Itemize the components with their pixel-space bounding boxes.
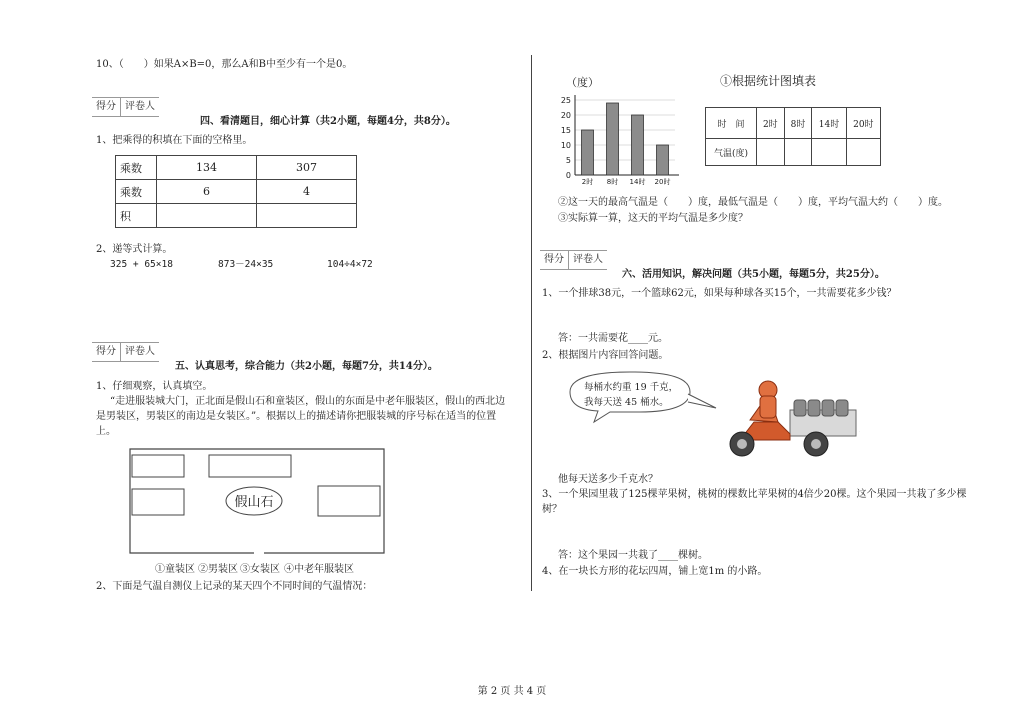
section-4-question-2: 2、递等式计算。 bbox=[96, 244, 173, 255]
score-box-sec4 bbox=[92, 97, 159, 117]
row-label: 积 bbox=[116, 204, 157, 228]
score-label: 得分 bbox=[92, 98, 121, 116]
y-tick-label: 15 bbox=[560, 126, 571, 135]
x-tick-label: 20时 bbox=[654, 178, 671, 186]
table-header-cell: 2时 bbox=[757, 108, 785, 139]
section-6-title: 六、活用知识，解决问题（共5小题，每题5分，共25分）。 bbox=[622, 269, 885, 280]
grader-label: 评卷人 bbox=[125, 101, 155, 112]
y-tick-label: 0 bbox=[565, 171, 571, 180]
zone-label: ①童装区 bbox=[155, 564, 195, 575]
row-label: 乘数 bbox=[116, 156, 157, 180]
score-box-sec6 bbox=[540, 250, 607, 270]
row-label: 气温(度) bbox=[706, 139, 757, 166]
zone-label: ④中老年服装区 bbox=[284, 564, 354, 575]
question-10: 10、（ ）如果A×B=0，那么A和B中至少有一个是0。 bbox=[96, 59, 353, 70]
answer-line-1: 答：一共需要花____元。 bbox=[558, 333, 668, 344]
table-cell: 134 bbox=[157, 156, 257, 180]
temperature-question-2: ②这一天的最高气温是（ ）度，最低气温是（ ）度，平均气温大约（ ）度。 bbox=[558, 197, 948, 208]
x-tick-label: 8时 bbox=[606, 178, 619, 186]
column-divider bbox=[531, 55, 532, 591]
section-6-question-1: 1、一个排球38元，一个篮球62元，如果每种球各买15个，一共需要花多少钱？ bbox=[542, 288, 897, 299]
temperature-bar-chart bbox=[555, 95, 680, 190]
answer-cell[interactable] bbox=[257, 204, 357, 228]
zone-box bbox=[209, 455, 291, 477]
answer-cell[interactable] bbox=[157, 204, 257, 228]
grader-label: 评卷人 bbox=[125, 346, 155, 357]
bar bbox=[582, 130, 594, 175]
table-row bbox=[706, 108, 881, 139]
table-row bbox=[116, 204, 357, 228]
answer-cell[interactable] bbox=[812, 139, 846, 166]
table-cell: 6 bbox=[157, 180, 257, 204]
chart-instruction: ①根据统计图填表 bbox=[720, 74, 817, 88]
section-5-paragraph-line: “走进服装城大门，正北面是假山石和童装区，假山的东面是中老年服装区，假山的西北边 bbox=[110, 396, 506, 407]
section-6-question-4: 4、在一块长方形的花坛四周，铺上宽1m 的小路。 bbox=[542, 566, 768, 577]
calc-expression-2: 873－24×35 bbox=[218, 259, 274, 270]
y-tick-label: 5 bbox=[565, 156, 571, 165]
section-6-question-2: 2、根据图片内容回答问题。 bbox=[542, 350, 669, 361]
section-6-question-3-cont: 树？ bbox=[542, 504, 562, 515]
table-header-cell: 20时 bbox=[846, 108, 880, 139]
zone-box bbox=[318, 486, 380, 516]
bar bbox=[657, 145, 669, 175]
page-footer: 第 2 页 共 4 页 bbox=[477, 686, 547, 697]
table-row bbox=[116, 156, 357, 180]
answer-cell[interactable] bbox=[846, 139, 880, 166]
table-row bbox=[116, 180, 357, 204]
chart-unit-label: （度） bbox=[566, 76, 599, 89]
x-tick-label: 2时 bbox=[581, 178, 594, 186]
score-label: 得分 bbox=[92, 343, 121, 361]
y-tick-label: 25 bbox=[560, 96, 571, 105]
y-tick-label: 20 bbox=[560, 111, 571, 120]
section-4-title: 四、看清题目，细心计算（共2小题，每题4分，共8分）。 bbox=[200, 116, 456, 127]
answer-cell[interactable] bbox=[757, 139, 785, 166]
temperature-table bbox=[705, 107, 881, 166]
score-box-sec5 bbox=[92, 342, 159, 362]
calc-expression-3: 104÷4×72 bbox=[327, 259, 373, 270]
table-cell: 307 bbox=[257, 156, 357, 180]
answer-cell[interactable] bbox=[784, 139, 812, 166]
bubble-line-1: 每桶水约重 19 千克， bbox=[584, 382, 679, 393]
zone-box bbox=[132, 489, 184, 515]
speech-bubble-tail bbox=[688, 394, 716, 408]
table-header-cell: 时 间 bbox=[706, 108, 757, 139]
temperature-question-3: ③实际算一算，这天的平均气温是多少度？ bbox=[558, 213, 748, 224]
multiplication-table bbox=[115, 155, 357, 228]
score-label: 得分 bbox=[540, 251, 569, 269]
section-5-paragraph-line: 是男装区，男装区的南边是女装区。”。根据以上的描述请你把服装城的序号标在适当的位置 bbox=[96, 411, 497, 422]
table-header-cell: 14时 bbox=[812, 108, 846, 139]
table-cell: 4 bbox=[257, 180, 357, 204]
table-header-cell: 8时 bbox=[784, 108, 812, 139]
bubble-line-2: 我每天送 45 桶水。 bbox=[584, 397, 669, 408]
grader-label: 评卷人 bbox=[573, 254, 603, 265]
mall-floor-plan bbox=[126, 445, 388, 557]
section-5-question-2: 2、下面是气温自测仪上记录的某天四个不同时间的气温情况： bbox=[96, 581, 373, 592]
rock-label: 假山石 bbox=[234, 495, 274, 510]
calc-expression-1: 325 + 65×18 bbox=[110, 259, 173, 270]
row-label: 乘数 bbox=[116, 180, 157, 204]
bar bbox=[607, 103, 619, 175]
section-5-question-1: 1、仔细观察，认真填空。 bbox=[96, 381, 213, 392]
section-6-question-3: 3、一个果园里栽了125棵苹果树，桃树的棵数比苹果树的4倍少20棵。这个果园一共栽了多少棵 bbox=[542, 489, 967, 500]
section-6-question-2b: 他每天送多少千克水？ bbox=[558, 474, 658, 485]
x-tick-label: 14时 bbox=[629, 178, 646, 186]
answer-line-3: 答：这个果园一共栽了____棵树。 bbox=[558, 550, 708, 561]
y-tick-label: 10 bbox=[560, 141, 571, 150]
table-row bbox=[706, 139, 881, 166]
water-delivery-illustration bbox=[560, 368, 860, 468]
section-5-paragraph-line: 上。 bbox=[96, 426, 116, 437]
tricycle bbox=[730, 381, 860, 456]
bar bbox=[632, 115, 644, 175]
section-4-question-1: 1、把乘得的积填在下面的空格里。 bbox=[96, 135, 253, 146]
zone-label: ②男装区 bbox=[198, 564, 238, 575]
zone-box bbox=[132, 455, 184, 477]
section-5-title: 五、认真思考，综合能力（共2小题，每题7分，共14分）。 bbox=[175, 361, 438, 372]
zone-label: ③女装区 bbox=[240, 564, 280, 575]
